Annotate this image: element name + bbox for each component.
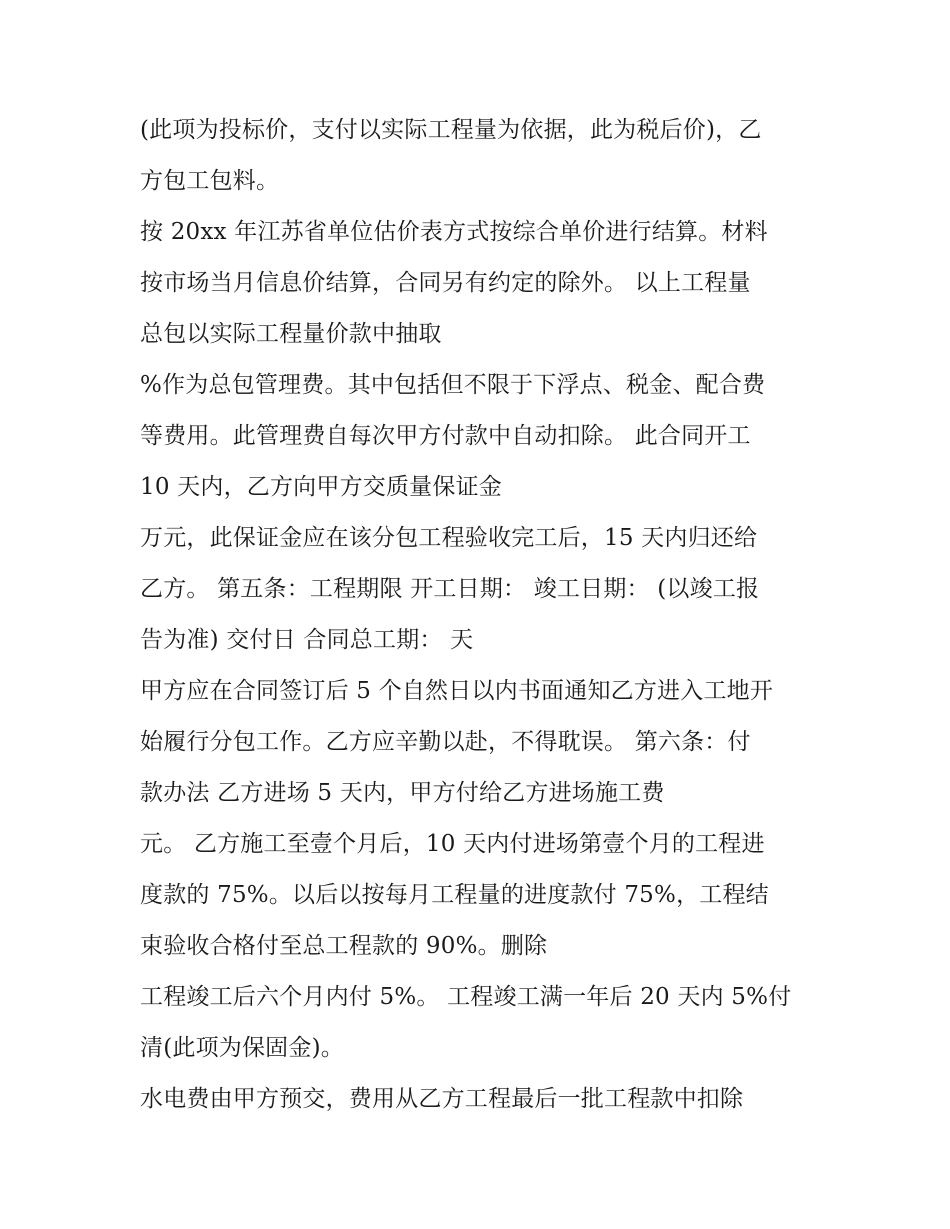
text-line: 按市场当月信息价结算，合同另有约定的除外。 以上工程量 <box>140 270 751 296</box>
paragraph-management-fee <box>140 360 820 513</box>
text-line: 款办法 乙方进场 5 天内，甲方付给乙方进场施工费 <box>140 780 665 806</box>
paragraph-bid-price <box>140 105 820 207</box>
text-line: 万元，此保证金应在该分包工程验收完工后，15 天内归还给 <box>140 525 758 551</box>
text-line: %作为总包管理费。其中包括但不限于下浮点、税金、配合费 <box>140 372 766 398</box>
text-line: 始履行分包工作。乙方应辛勤以赴，不得耽误。 第六条：付 <box>140 729 751 755</box>
document-body <box>140 105 820 1125</box>
text-line: 清(此项为保固金)。 <box>140 1035 344 1061</box>
text-line: 告为准) 交付日 合同总工期： 天 <box>140 627 474 653</box>
text-line: 方包工包料。 <box>140 168 280 194</box>
text-line: 按 20xx 年江苏省单位估价表方式按综合单价进行结算。材料 <box>140 219 768 245</box>
text-line: 总包以实际工程量价款中抽取 <box>140 321 442 347</box>
text-line: 乙方。 第五条：工程期限 开工日期： 竣工日期： (以竣工报 <box>140 576 760 602</box>
text-line: 水电费由甲方预交，费用从乙方工程最后一批工程款中扣除 <box>140 1086 744 1112</box>
paragraph-settlement <box>140 207 820 360</box>
paragraph-notice-and-payment <box>140 666 820 819</box>
text-line: 度款的 75%。以后以按每月工程量的进度款付 75%，工程结 <box>140 882 769 908</box>
paragraph-utilities <box>140 1074 820 1125</box>
text-line: 等费用。此管理费自每次甲方付款中自动扣除。 此合同开工 <box>140 423 751 449</box>
paragraph-progress-payment <box>140 819 820 972</box>
text-line: 工程竣工后六个月内付 5%。 工程竣工满一年后 20 天内 5%付 <box>140 984 792 1010</box>
paragraph-deposit-and-term <box>140 513 820 666</box>
text-line: 元。 乙方施工至壹个月后，10 天内付进场第壹个月的工程进 <box>140 831 765 857</box>
text-line: (此项为投标价，支付以实际工程量为依据，此为税后价)，乙 <box>140 117 762 143</box>
text-line: 束验收合格付至总工程款的 90%。删除 <box>140 933 548 959</box>
text-line: 10 天内，乙方向甲方交质量保证金 <box>140 474 502 500</box>
paragraph-final-payment <box>140 972 820 1074</box>
text-line: 甲方应在合同签订后 5 个自然日以内书面通知乙方进入工地开 <box>140 678 774 704</box>
